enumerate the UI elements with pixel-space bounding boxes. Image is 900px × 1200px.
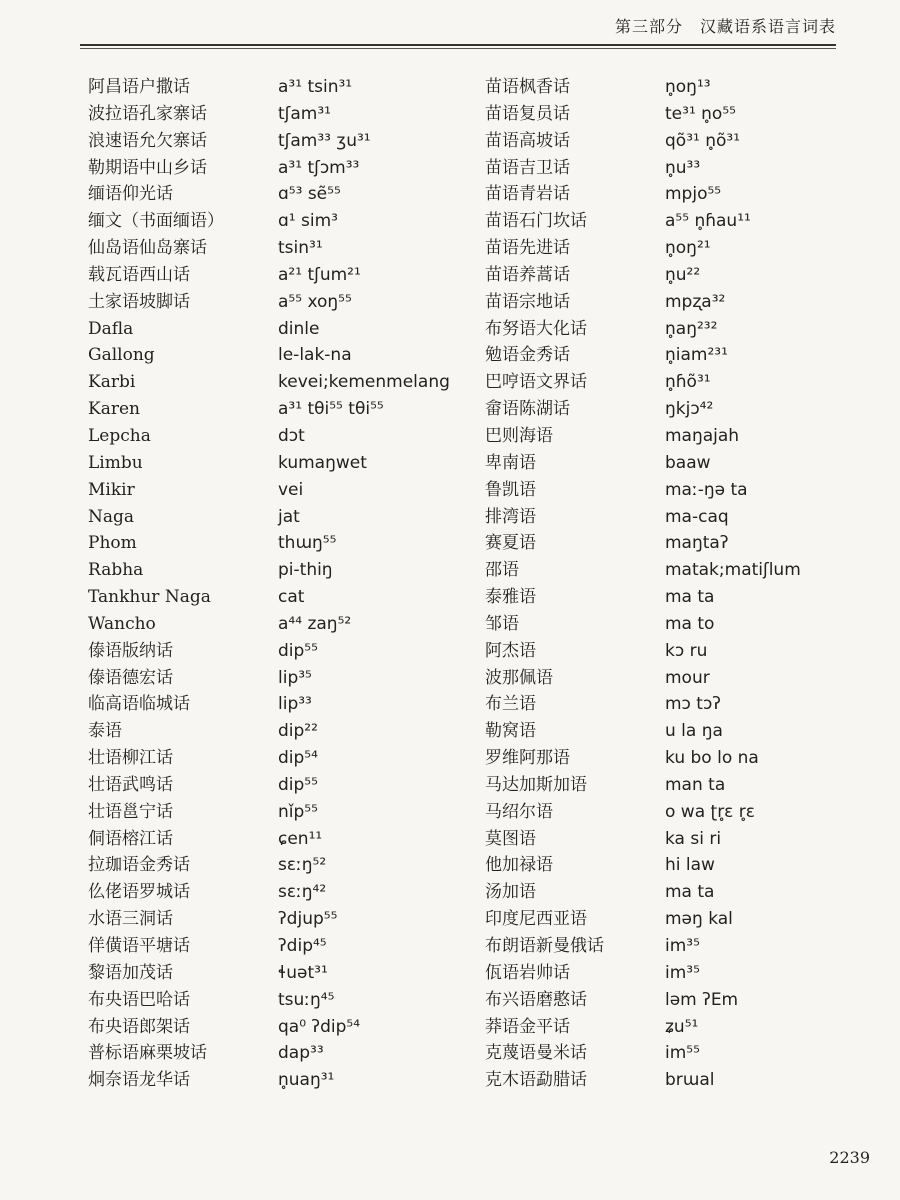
entry-row <box>88 826 478 853</box>
language-name: 苗语石门坎话 <box>485 211 587 232</box>
entry-row <box>88 74 478 101</box>
entry-row <box>88 423 478 450</box>
entry-row <box>485 450 865 477</box>
entry-row <box>485 745 865 772</box>
language-name: 波拉语孔家寨话 <box>88 103 207 124</box>
entry-row <box>485 665 865 692</box>
language-name: Mikir <box>88 479 135 500</box>
word-form: im³⁵ <box>665 962 700 983</box>
language-name: Naga <box>88 506 135 527</box>
language-name: 苗语复员话 <box>485 103 570 124</box>
word-form: a⁵⁵ n̥ɦau¹¹ <box>665 211 751 232</box>
language-name: 佯僙语平塘话 <box>88 936 190 956</box>
language-name: 壮语柳江话 <box>88 748 173 769</box>
language-name: 莫图语 <box>485 828 536 849</box>
language-name: 布兴语磨憨话 <box>485 989 587 1010</box>
word-form: a³¹ tsin³¹ <box>278 77 353 97</box>
language-name: Karen <box>88 399 140 420</box>
entry-row <box>88 369 478 396</box>
word-form: ʑu⁵¹ <box>665 1016 699 1037</box>
entry-row <box>485 396 865 423</box>
word-form: kumaŋwet <box>278 452 367 473</box>
word-form: ɑ¹ sim³ <box>278 211 338 232</box>
language-name: 排湾语 <box>485 506 536 527</box>
language-name: 阿昌语户撒话 <box>88 77 190 97</box>
language-name: 勒窝语 <box>485 721 536 742</box>
language-name: 鲁凯语 <box>485 479 536 500</box>
language-name: 巴则海语 <box>485 425 553 446</box>
word-form: cat <box>278 587 305 608</box>
language-name: 克木语勐腊话 <box>485 1070 587 1091</box>
header-rule-thin <box>80 48 836 49</box>
word-form: o wa ʈr̥ɛ r̥ɛ <box>665 801 755 822</box>
entry-row <box>485 477 865 504</box>
word-form: kevei;kemenmelang <box>278 372 450 393</box>
entry-row <box>485 128 865 155</box>
language-name: 巴哼语文界话 <box>485 372 587 393</box>
entry-row <box>485 101 865 128</box>
language-name: Wancho <box>88 613 156 634</box>
entry-row <box>485 772 865 799</box>
language-name: 布努语大化话 <box>485 318 587 339</box>
entry-row <box>88 1040 478 1067</box>
entry-row <box>485 74 865 101</box>
language-name: 邹语 <box>485 613 519 634</box>
language-name: 壮语邕宁话 <box>88 801 173 822</box>
word-form: maŋajah <box>665 425 740 446</box>
entry-row <box>485 181 865 208</box>
word-form: dip⁵⁵ <box>278 774 318 795</box>
language-name: 克蔑语曼米话 <box>485 1043 587 1064</box>
word-form: n̥u²² <box>665 264 701 285</box>
entry-row <box>88 316 478 343</box>
entry-row <box>485 289 865 316</box>
entry-row <box>485 638 865 665</box>
language-name: Dafla <box>88 318 134 339</box>
word-form: ŋkjɔ⁴² <box>665 399 714 420</box>
word-form: maː-ŋə ta <box>665 479 748 500</box>
language-name: 傣语德宏话 <box>88 667 173 688</box>
language-name: 布央语巴哈话 <box>88 989 190 1010</box>
language-name: 黎语加茂话 <box>88 962 173 983</box>
language-name: 壮语武鸣话 <box>88 774 173 795</box>
language-name: Limbu <box>88 452 143 473</box>
entry-row <box>485 906 865 933</box>
language-name: Phom <box>88 533 137 554</box>
language-name: 缅语仰光话 <box>88 184 173 205</box>
word-form: ɕen¹¹ <box>278 828 323 849</box>
entry-row <box>88 852 478 879</box>
word-form: tʃam³³ ʒu³¹ <box>278 130 371 151</box>
word-form: n̥u³³ <box>665 157 701 178</box>
entry-row <box>485 235 865 262</box>
entry-row <box>88 799 478 826</box>
language-name: 莽语金平话 <box>485 1016 570 1037</box>
language-name: 仙岛语仙岛寨话 <box>88 238 207 259</box>
language-name: 波那佩语 <box>485 667 553 688</box>
language-name: 普标语麻栗坡话 <box>88 1043 207 1064</box>
language-name: 汤加语 <box>485 882 536 903</box>
word-form: ku bo lo na <box>665 748 759 769</box>
entry-row <box>88 611 478 638</box>
entry-row <box>485 208 865 235</box>
word-form: brɯal <box>665 1070 715 1091</box>
word-form: ma-caq <box>665 506 729 527</box>
language-name: 苗语宗地话 <box>485 291 570 312</box>
word-form: ləm ʔEm <box>665 989 739 1010</box>
entry-row <box>88 262 478 289</box>
word-form: u la ŋa <box>665 721 723 742</box>
entry-row <box>485 530 865 557</box>
entry-row <box>485 342 865 369</box>
entry-row <box>88 477 478 504</box>
word-form: a³¹ tʃɔm³³ <box>278 157 360 178</box>
entry-row <box>88 530 478 557</box>
entry-row <box>485 584 865 611</box>
language-name: 水语三洞话 <box>88 909 173 930</box>
language-name: 马达加斯加语 <box>485 774 587 795</box>
word-form: dip²² <box>278 721 318 742</box>
language-name: 苗语高坡话 <box>485 130 570 151</box>
language-name: 载瓦语西山话 <box>88 264 190 285</box>
entry-row <box>88 960 478 987</box>
language-name: 他加禄语 <box>485 855 553 876</box>
entry-row <box>88 879 478 906</box>
entry-row <box>88 1067 478 1094</box>
language-name: 炯奈语龙华话 <box>88 1070 190 1091</box>
language-name: 卑南语 <box>485 452 536 473</box>
word-form: hi law <box>665 855 715 876</box>
word-form: ɑ⁵³ sẽ⁵⁵ <box>278 184 341 205</box>
language-name: 勉语金秀话 <box>485 345 570 366</box>
word-form: n̥ɦõ³¹ <box>665 372 711 393</box>
entry-row <box>88 208 478 235</box>
left-column <box>88 74 478 1094</box>
entry-row <box>485 718 865 745</box>
language-name: 布兰语 <box>485 694 536 715</box>
word-form: matak;matiʃlum <box>665 560 801 581</box>
word-form: sɛːŋ⁴² <box>278 882 327 903</box>
entry-row <box>485 960 865 987</box>
language-name: 赛夏语 <box>485 533 536 554</box>
word-form: ma ta <box>665 882 715 903</box>
word-form: ʔdjup⁵⁵ <box>278 909 338 930</box>
language-name: Karbi <box>88 372 136 393</box>
word-form: ɬuət³¹ <box>278 962 328 983</box>
entry-row <box>485 423 865 450</box>
entry-row <box>88 128 478 155</box>
language-name: Lepcha <box>88 425 151 446</box>
running-header: 第三部分 汉藏语系语言词表 <box>614 17 836 36</box>
language-name: 苗语吉卫话 <box>485 157 570 178</box>
entry-row <box>88 772 478 799</box>
word-form: ʔdip⁴⁵ <box>278 936 327 956</box>
entry-row <box>88 396 478 423</box>
entry-row <box>88 1014 478 1041</box>
entry-row <box>485 504 865 531</box>
word-form: thɯŋ⁵⁵ <box>278 533 337 554</box>
word-form: n̥uaŋ³¹ <box>278 1070 335 1091</box>
language-name: 苗语养蒿话 <box>485 264 570 285</box>
word-form: n̥aŋ²³² <box>665 318 718 339</box>
word-form: n̥iam²³¹ <box>665 345 728 366</box>
entry-row <box>485 933 865 960</box>
language-name: 勒期语中山乡话 <box>88 157 207 178</box>
entry-row <box>88 155 478 182</box>
word-form: dip⁵⁴ <box>278 748 318 769</box>
word-form: mɔ tɔʔ <box>665 694 721 715</box>
word-form: baaw <box>665 452 711 473</box>
word-form: maŋtaʔ <box>665 533 729 554</box>
word-form: jat <box>278 506 300 527</box>
word-form: im³⁵ <box>665 936 700 956</box>
word-form: məŋ kal <box>665 909 733 930</box>
word-form: mour <box>665 667 710 688</box>
word-form: man ta <box>665 774 726 795</box>
word-form: vei <box>278 479 304 500</box>
word-form: a⁴⁴ zaŋ⁵² <box>278 613 352 634</box>
language-name: 傣语版纳话 <box>88 640 173 661</box>
language-name: 罗维阿那语 <box>485 748 570 769</box>
language-name: 苗语枫香话 <box>485 77 570 97</box>
word-form: tsuːŋ⁴⁵ <box>278 989 335 1010</box>
word-form: sɛːŋ⁵² <box>278 855 327 876</box>
entry-row <box>88 987 478 1014</box>
entry-row <box>485 879 865 906</box>
word-form: mpʐa³² <box>665 291 726 312</box>
word-form: n̥oŋ²¹ <box>665 238 711 259</box>
entry-row <box>485 262 865 289</box>
entry-row <box>485 1067 865 1094</box>
entry-row <box>485 557 865 584</box>
entry-row <box>485 1040 865 1067</box>
word-form: dɔt <box>278 425 305 446</box>
word-form: tsin³¹ <box>278 238 323 259</box>
entry-row <box>485 852 865 879</box>
entry-row <box>88 235 478 262</box>
language-name: 仫佬语罗城话 <box>88 882 190 903</box>
word-form: a²¹ tʃum²¹ <box>278 264 361 285</box>
word-form: dinle <box>278 318 320 339</box>
language-name: 佤语岩帅话 <box>485 962 570 983</box>
word-form: ka si ri <box>665 828 722 849</box>
entry-row <box>485 369 865 396</box>
language-name: Rabha <box>88 560 144 581</box>
entry-row <box>88 450 478 477</box>
language-name: 畲语陈湖话 <box>485 399 570 420</box>
entry-row <box>485 691 865 718</box>
language-name: 浪速语允欠寨话 <box>88 130 207 151</box>
word-form: le-lak-na <box>278 345 352 366</box>
entry-row <box>485 611 865 638</box>
language-name: 阿杰语 <box>485 640 536 661</box>
language-name: 邵语 <box>485 560 519 581</box>
entry-row <box>88 181 478 208</box>
language-name: 印度尼西亚语 <box>485 909 587 930</box>
entry-row <box>88 504 478 531</box>
word-form: a³¹ tθi⁵⁵ tθi⁵⁵ <box>278 399 384 420</box>
language-name: 缅文（书面缅语） <box>88 211 224 232</box>
entry-row <box>88 557 478 584</box>
language-name: 泰雅语 <box>485 587 536 608</box>
word-form: mpjo⁵⁵ <box>665 184 722 205</box>
entry-row <box>88 745 478 772</box>
entry-row <box>485 155 865 182</box>
header-rule-thick <box>80 44 836 46</box>
word-form: lip³⁵ <box>278 667 312 688</box>
language-name: 临高语临城话 <box>88 694 190 715</box>
entry-row <box>88 638 478 665</box>
language-name: 布央语郎架话 <box>88 1016 190 1037</box>
word-form: pi-thiŋ <box>278 560 333 581</box>
entry-row <box>88 906 478 933</box>
language-name: 侗语榕江话 <box>88 828 173 849</box>
page-number: 2239 <box>829 1148 870 1167</box>
language-name: 马绍尔语 <box>485 801 553 822</box>
language-name: Gallong <box>88 345 155 366</box>
entry-row <box>88 342 478 369</box>
word-form: tʃam³¹ <box>278 103 331 124</box>
entry-row <box>485 316 865 343</box>
entry-row <box>485 799 865 826</box>
word-form: ma to <box>665 613 715 634</box>
right-column <box>485 74 865 1094</box>
language-name: 苗语青岩话 <box>485 184 570 205</box>
entry-row <box>485 987 865 1014</box>
word-form: qa⁰ ʔdip⁵⁴ <box>278 1016 361 1037</box>
language-name: Tankhur Naga <box>88 587 211 608</box>
word-form: lip³³ <box>278 694 312 715</box>
word-form: im⁵⁵ <box>665 1043 700 1064</box>
word-form: a⁵⁵ xoŋ⁵⁵ <box>278 291 352 312</box>
language-name: 拉珈语金秀话 <box>88 855 190 876</box>
entry-row <box>88 718 478 745</box>
word-form: kɔ ru <box>665 640 708 661</box>
word-form: ma ta <box>665 587 715 608</box>
language-name: 苗语先进话 <box>485 238 570 259</box>
entry-row <box>485 1014 865 1041</box>
entry-row <box>88 691 478 718</box>
word-form: dip⁵⁵ <box>278 640 318 661</box>
word-form: qõ³¹ n̥õ³¹ <box>665 130 741 151</box>
language-name: 土家语坡脚话 <box>88 291 190 312</box>
entry-row <box>88 933 478 960</box>
word-form: n̥oŋ¹³ <box>665 77 711 97</box>
word-form: dap³³ <box>278 1043 324 1064</box>
entry-row <box>88 289 478 316</box>
language-name: 泰语 <box>88 721 122 742</box>
entry-row <box>485 826 865 853</box>
entry-row <box>88 665 478 692</box>
word-form: nǐp⁵⁵ <box>278 801 318 822</box>
language-name: 布朗语新曼俄话 <box>485 936 604 956</box>
entry-row <box>88 101 478 128</box>
word-form: te³¹ n̥o⁵⁵ <box>665 103 736 124</box>
entry-row <box>88 584 478 611</box>
